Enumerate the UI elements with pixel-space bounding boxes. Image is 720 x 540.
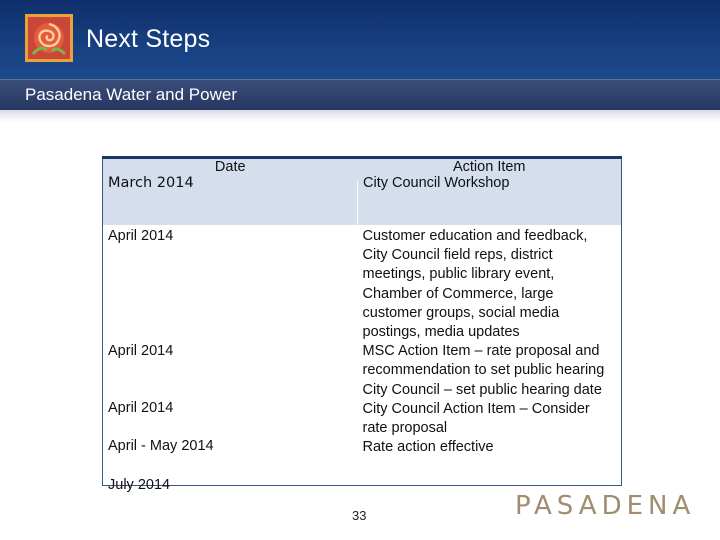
action-text: City Council Workshop (363, 175, 510, 191)
action-cell (358, 225, 622, 486)
date-text: March 2014 (108, 175, 194, 191)
rose-logo-icon (25, 14, 73, 62)
date-text: April 2014 (108, 228, 174, 244)
table-row (103, 225, 622, 486)
action-text: City Council – set public hearing date (362, 381, 602, 398)
action-cell (358, 175, 622, 225)
table-row (103, 181, 622, 225)
date-text: April 2014 (108, 400, 174, 416)
page-number: 33 (352, 508, 367, 523)
date-text: April 2014 (108, 343, 174, 359)
pasadena-logo: PASADENA (515, 491, 696, 521)
subtitle-shadow (0, 110, 720, 122)
date-cell (103, 225, 358, 493)
column-header-date: Date (103, 158, 358, 182)
page-title: Next Steps (86, 25, 211, 53)
action-text: City Council Action Item – Consider rate proposal (362, 400, 590, 437)
action-text: MSC Action Item – rate proposal and recommendation to set public hearing (362, 343, 605, 379)
action-text: Rate action effective (362, 439, 494, 456)
column-header-action: Action Item (358, 158, 622, 182)
action-text: Customer education and feedback, City Council field reps, district meetings, public library event, Chamber of Commerce, large customer groups, social media postings, media updates (362, 228, 588, 341)
title-bar (0, 0, 720, 79)
date-text: July 2014 (108, 477, 171, 493)
action-plan-table (102, 156, 622, 493)
date-text: April - May 2014 (108, 438, 214, 454)
page-subtitle: Pasadena Water and Power (25, 85, 237, 104)
date-cell (103, 175, 358, 225)
